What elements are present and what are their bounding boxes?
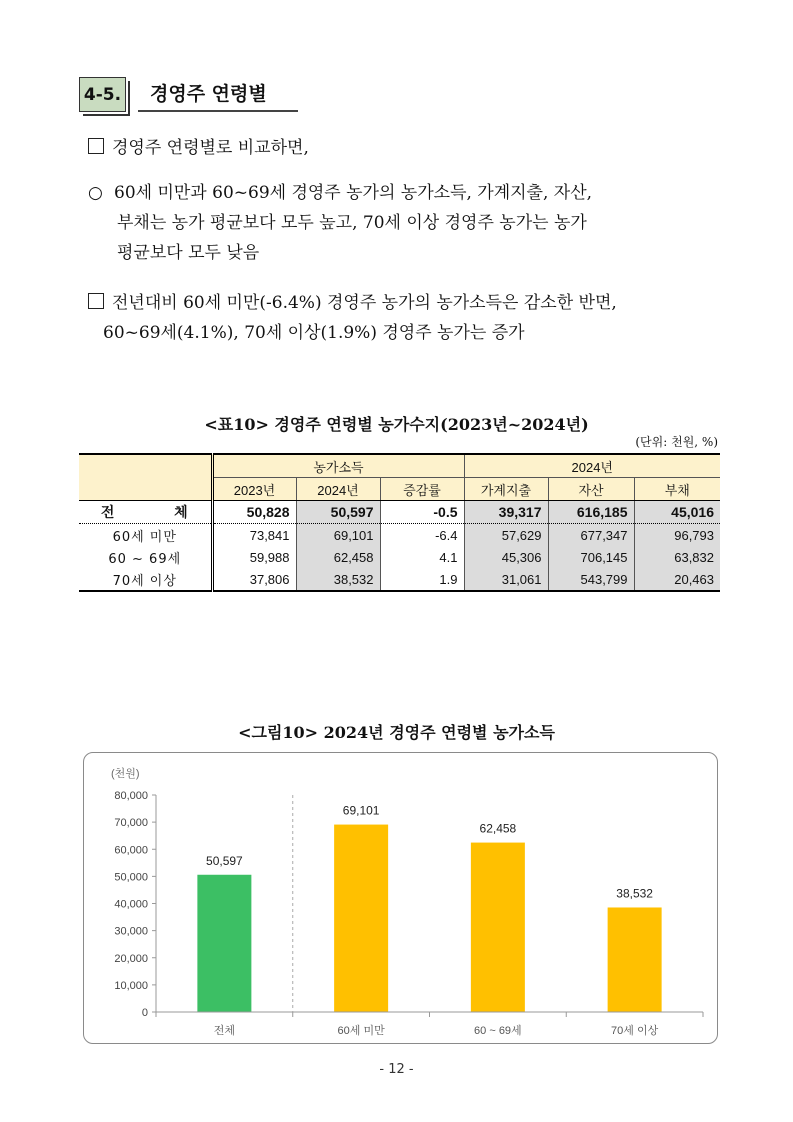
farm-balance-table	[79, 453, 720, 592]
table-title: <표10> 경영주 연령별 농가수지(2023년~2024년)	[204, 415, 589, 434]
bar-2	[334, 825, 388, 1012]
circle-bullet-icon: ○	[88, 183, 103, 203]
paragraph-2	[88, 178, 592, 208]
cell-2023: 59,988	[249, 549, 290, 565]
table-corner-cell	[79, 454, 212, 501]
cell-rate: -6.4	[380, 524, 464, 547]
cell-debt: 20,463	[634, 568, 720, 591]
table-row	[79, 568, 720, 591]
cell-expense: 31,061	[464, 568, 548, 591]
cell-2024: 62,458	[296, 546, 380, 568]
x-category-label: 60세 미만	[337, 1025, 385, 1037]
cell-expense: 57,629	[464, 524, 548, 547]
col-header-rate: 증감률	[380, 478, 464, 501]
paragraph-2-line-1: 60세 미만과 60~69세 경영주 농가의 농가소득, 가계지출, 자산,	[114, 183, 593, 203]
page-number: - 12 -	[379, 1062, 414, 1077]
cell-2024: 50,597	[296, 501, 380, 524]
col-header-2023: 2023년	[212, 478, 296, 501]
cell-assets: 616,185	[548, 501, 634, 524]
paragraph-1-text: 경영주 연령별로 비교하면,	[112, 138, 309, 158]
figure-title: <그림10> 2024년 경영주 연령별 농가소득	[238, 723, 555, 742]
cell-2023: 50,828	[212, 501, 296, 524]
cell-rate: 1.9	[380, 568, 464, 591]
table-header-row-1	[79, 454, 720, 478]
table-row	[79, 546, 720, 568]
y-tick-label: 10,000	[114, 979, 148, 992]
x-category-label: 60 ~ 69세	[474, 1025, 522, 1037]
y-tick-label: 40,000	[114, 898, 148, 911]
cell-assets: 677,347	[548, 524, 634, 547]
row-label: 전 체	[79, 501, 212, 524]
cell-2024: 69,101	[296, 524, 380, 547]
bar-value-label: 62,458	[479, 821, 517, 836]
section-number: 4-5.	[79, 77, 126, 112]
group-header-2024: 2024년	[464, 454, 720, 478]
paragraph-2-line-2: 부채는 농가 평균보다 모두 높고, 70세 이상 경영주 농가는 농가	[117, 213, 587, 233]
checkbox-square-icon	[88, 293, 104, 309]
y-tick-label: 30,000	[114, 925, 148, 938]
checkbox-square-icon	[88, 138, 104, 154]
col-header-assets: 자산	[548, 478, 634, 501]
cell-expense: 39,317	[464, 501, 548, 524]
bar-value-label: 69,101	[342, 803, 380, 818]
y-tick-label: 50,000	[114, 871, 148, 884]
col-header-debt: 부채	[634, 478, 720, 501]
cell-debt: 45,016	[634, 501, 720, 524]
y-tick-label: 60,000	[114, 844, 148, 857]
y-tick-label: 70,000	[114, 817, 148, 830]
cell-debt: 63,832	[634, 546, 720, 568]
y-axis-unit-label: (천원)	[111, 768, 140, 780]
cell-assets: 543,799	[548, 568, 634, 591]
paragraph-3-line-1: 전년대비 60세 미만(-6.4%) 경영주 농가의 농가소득은 감소한 반면,	[112, 293, 617, 313]
cell-rate: -0.5	[380, 501, 464, 524]
cell-debt: 96,793	[634, 524, 720, 547]
cell-2023: 73,841	[249, 527, 290, 543]
bar-1	[197, 875, 251, 1012]
cell-rate: 4.1	[380, 546, 464, 568]
bar-value-label: 50,597	[206, 853, 243, 868]
paragraph-3-line-2: 60~69세(4.1%), 70세 이상(1.9%) 경영주 농가는 증가	[103, 323, 525, 343]
y-tick-label: 0	[141, 1007, 148, 1019]
table-unit: (단위: 천원, %)	[635, 435, 718, 449]
cell-expense: 45,306	[464, 546, 548, 568]
bar-value-label: 38,532	[616, 886, 653, 901]
x-category-label: 70세 이상	[611, 1025, 659, 1037]
paragraph-1	[88, 133, 309, 163]
row-label: 60 ~ 69세	[79, 546, 212, 568]
bar-4	[608, 907, 662, 1012]
x-category-label: 전체	[213, 1025, 236, 1037]
y-tick-label: 80,000	[114, 790, 148, 802]
col-header-expense: 가계지출	[464, 478, 548, 501]
income-bar-chart	[83, 752, 718, 1044]
cell-assets: 706,145	[548, 546, 634, 568]
table-row	[79, 524, 720, 547]
table-row-total	[79, 501, 720, 524]
col-header-2024: 2024년	[296, 478, 380, 501]
cell-2024: 38,532	[296, 568, 380, 591]
y-tick-label: 20,000	[114, 952, 148, 965]
row-label: 60세 미만	[79, 524, 212, 547]
cell-2023: 37,806	[212, 568, 296, 591]
paragraph-2-line-3: 평균보다 모두 낮음	[117, 243, 260, 263]
paragraph-3	[88, 288, 617, 318]
section-title: 경영주 연령별	[138, 80, 298, 112]
row-label: 70세 이상	[79, 568, 212, 591]
bar-3	[471, 843, 525, 1012]
group-header-income: 농가소득	[212, 454, 464, 478]
